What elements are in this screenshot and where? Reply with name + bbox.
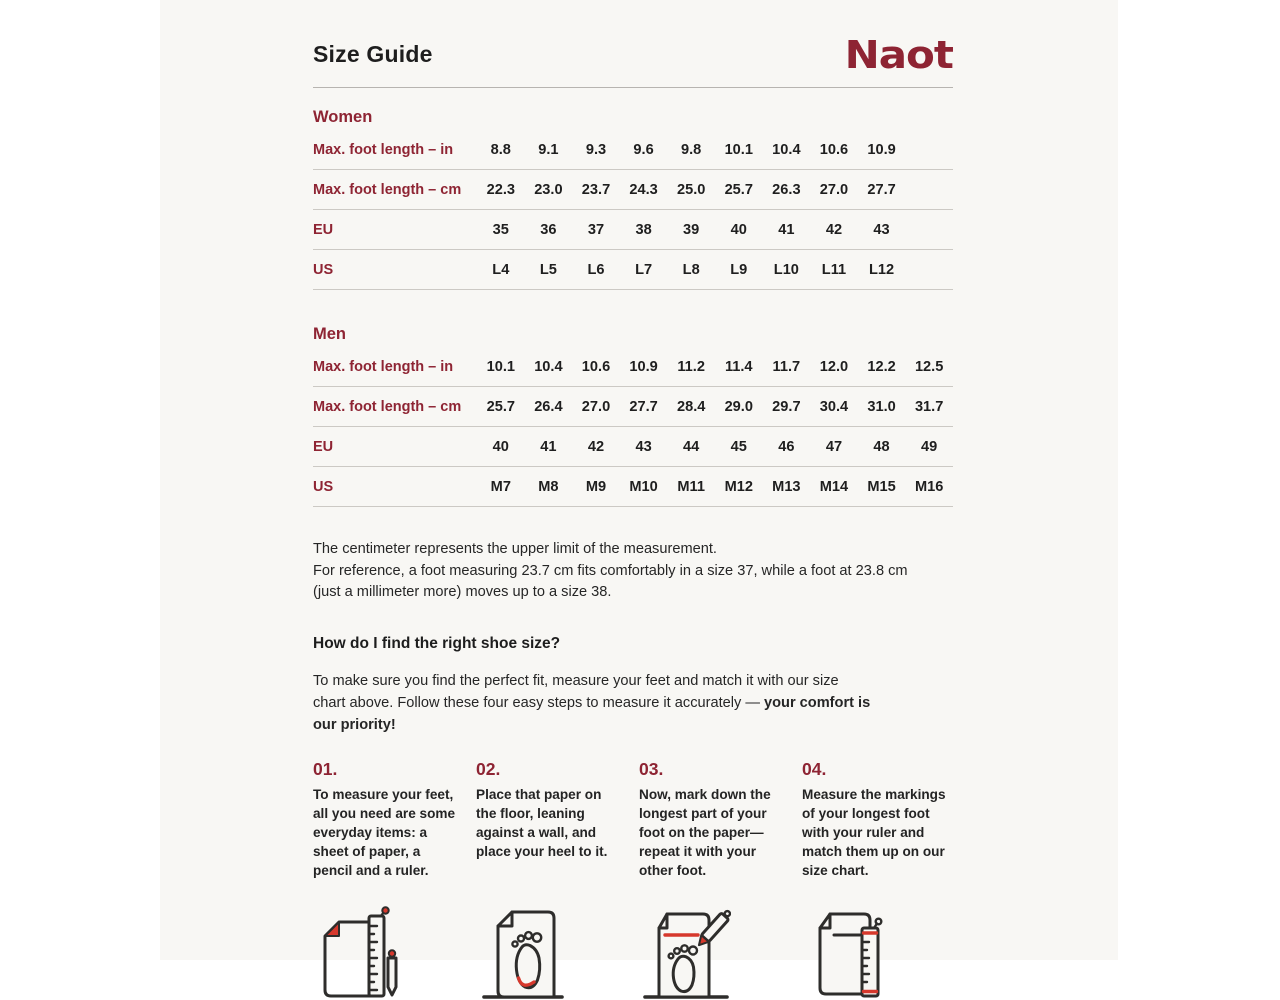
measurement-notes (313, 539, 953, 604)
size-row-label: Max. foot length – cm (313, 181, 462, 198)
howto-intro-text: To make sure you find the perfect fit, measure your feet and match it with our size chart above. Follow these four easy steps to measure it accurately — (313, 672, 839, 711)
size-value: 11.2 (677, 358, 705, 375)
size-table-row (313, 210, 953, 250)
steps-row (313, 759, 953, 880)
size-value: 29.0 (724, 398, 753, 415)
size-value: 35 (492, 221, 509, 238)
measure-markings-ruler-icon (804, 904, 894, 1000)
size-value: 10.4 (534, 358, 563, 375)
size-value: 31.0 (867, 398, 896, 415)
size-table-row (313, 427, 953, 467)
mark-foot-on-paper-icon (641, 904, 731, 1000)
size-value: 43 (635, 438, 652, 455)
size-value: 9.1 (538, 141, 559, 158)
size-value: 12.2 (867, 358, 896, 375)
size-value: 27.0 (819, 181, 849, 198)
size-value: 10.6 (581, 358, 611, 375)
size-value: 10.1 (724, 141, 753, 158)
note-line: The centimeter represents the upper limit of the measurement. (313, 541, 717, 557)
size-value: M16 (914, 478, 944, 495)
step-number: 04. (802, 758, 827, 779)
step-number: 03. (639, 758, 664, 779)
step-4 (802, 759, 951, 880)
size-row-label: EU (313, 221, 334, 238)
size-value: 29.7 (772, 398, 801, 415)
size-guide-card (160, 0, 1118, 960)
size-value: 10.6 (819, 141, 849, 158)
step-text: Now, mark down the longest part of your foot on the paper—repeat it with your other foot. (639, 786, 771, 878)
step-3 (639, 759, 788, 880)
size-value: 9.6 (633, 141, 654, 158)
size-value: 26.3 (772, 181, 801, 198)
size-value: 30.4 (819, 398, 849, 415)
note-line: For reference, a foot measuring 23.7 cm fits comfortably in a size 37, while a foot at 23.8 cm (313, 562, 908, 579)
size-value: 9.8 (681, 141, 702, 158)
size-value: 25.7 (486, 398, 515, 415)
howto-intro (313, 670, 873, 736)
step-text: Place that paper on the floor, leaning against a wall, and place your heel to it. (476, 786, 608, 859)
size-value: 40 (492, 438, 509, 455)
size-value: 39 (683, 221, 700, 238)
page-title: Size Guide (313, 41, 433, 67)
size-value: L9 (730, 261, 748, 278)
size-value: 46 (778, 438, 795, 455)
size-value: M14 (819, 478, 849, 495)
size-value: 10.9 (867, 141, 896, 158)
size-value: 47 (825, 438, 843, 455)
size-value: 11.7 (772, 358, 801, 375)
section-heading-men: Men (313, 325, 346, 343)
size-value: L11 (821, 261, 847, 278)
size-row-label: Max. foot length – cm (313, 398, 462, 415)
women-size-table (313, 107, 953, 290)
size-value: 31.7 (914, 398, 944, 415)
size-table-row (313, 347, 953, 387)
size-value: 22.3 (486, 181, 515, 198)
note-line: (just a millimeter more) moves up to a size 38. (313, 584, 612, 600)
size-row-label: Max. foot length – in (313, 141, 454, 158)
size-value: M12 (724, 478, 753, 495)
size-table-row (313, 250, 953, 290)
size-value: M9 (585, 478, 607, 495)
size-value: L7 (635, 261, 653, 278)
size-table-row (313, 170, 953, 210)
heel-on-paper-icon (478, 904, 568, 1000)
size-value: 27.7 (867, 181, 896, 198)
size-row-label: US (313, 261, 334, 278)
size-value: 36 (540, 221, 557, 238)
size-table-row (313, 467, 953, 507)
size-guide-content (313, 0, 953, 1000)
size-value: L12 (868, 261, 895, 278)
size-value: 48 (873, 438, 890, 455)
women-size-rows (313, 130, 953, 290)
size-value: M13 (772, 478, 801, 495)
size-value: 41 (540, 438, 557, 455)
size-value: 27.7 (629, 398, 658, 415)
size-value: L6 (587, 261, 605, 278)
size-value: M8 (538, 478, 559, 495)
size-value: L8 (682, 261, 700, 278)
step-2 (476, 759, 625, 880)
size-value: 24.3 (629, 181, 658, 198)
naot-logo: Naot (844, 31, 953, 77)
step-icons-row (313, 904, 953, 1000)
size-value: 42 (587, 438, 605, 455)
step-number: 02. (476, 758, 501, 779)
size-row-label: Max. foot length – in (313, 358, 454, 375)
size-table-row (313, 130, 953, 170)
section-heading-women: Women (313, 108, 373, 126)
size-value: 45 (730, 438, 747, 455)
step-number: 01. (313, 758, 338, 779)
size-value: L10 (773, 261, 799, 278)
size-value: 12.0 (819, 358, 849, 375)
size-value: 38 (635, 221, 652, 238)
size-value: 49 (921, 438, 938, 455)
size-value: 44 (683, 438, 700, 455)
size-value: 23.0 (534, 181, 563, 198)
size-value: 25.7 (724, 181, 753, 198)
step-text: To measure your feet, all you need are some everyday items: a sheet of paper, a pencil and a ruler. (313, 786, 456, 878)
size-value: M15 (867, 478, 896, 495)
size-value: M7 (490, 478, 511, 495)
header (313, 0, 953, 88)
size-value: 26.4 (534, 398, 563, 415)
size-value: 10.4 (772, 141, 801, 158)
size-value: 9.3 (585, 141, 607, 158)
size-value: 27.0 (581, 398, 611, 415)
size-value: 11.4 (724, 358, 753, 375)
size-value: 42 (825, 221, 843, 238)
size-value: 43 (873, 221, 890, 238)
size-value: 25.0 (676, 181, 706, 198)
size-value: 10.9 (629, 358, 658, 375)
howto-heading: How do I find the right shoe size? (313, 634, 561, 652)
size-value: 40 (730, 221, 747, 238)
size-row-label: US (313, 478, 334, 495)
size-value: M10 (629, 478, 658, 495)
size-value: 8.8 (490, 141, 511, 158)
men-size-table (313, 324, 953, 507)
size-value: 23.7 (581, 181, 611, 198)
size-value: 41 (778, 221, 795, 238)
step-1 (313, 759, 462, 880)
size-value: L5 (539, 261, 557, 278)
size-value: 37 (587, 221, 605, 238)
size-value: 28.4 (676, 398, 706, 415)
size-value: 10.1 (486, 358, 515, 375)
size-value: 12.5 (914, 358, 944, 375)
men-size-rows (313, 347, 953, 507)
size-row-label: EU (313, 438, 334, 455)
size-value: L4 (492, 261, 510, 278)
howto-intro-bold: your comfort is our priority! (313, 694, 871, 733)
size-table-row (313, 387, 953, 427)
size-value: M11 (677, 478, 705, 495)
step-text: Measure the markings of your longest foot with your ruler and match them up on our size chart. (802, 786, 946, 878)
paper-ruler-pencil-icon (315, 904, 405, 1000)
